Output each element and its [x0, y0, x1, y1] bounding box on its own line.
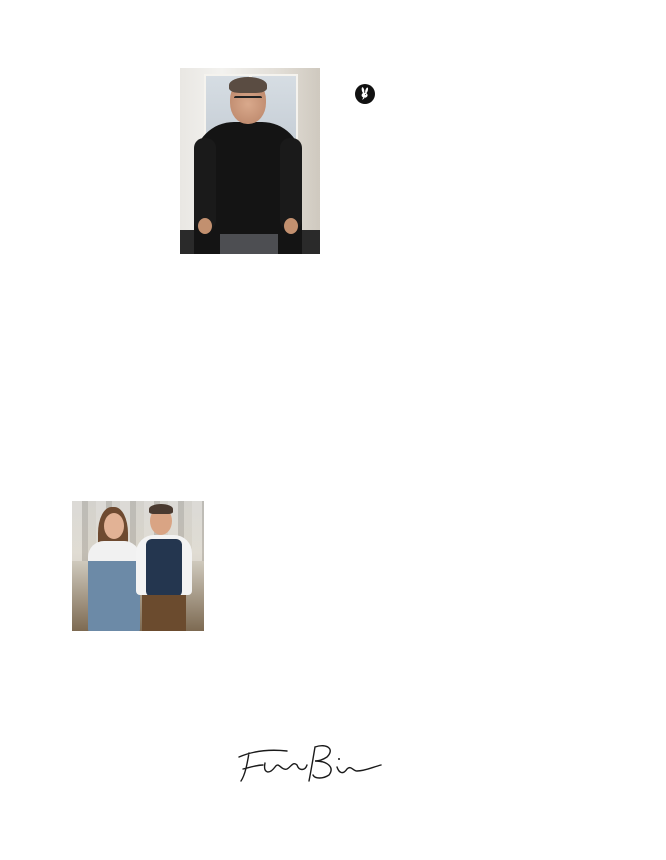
section-label: [355, 84, 383, 104]
photo-credit: [40, 68, 50, 268]
editor-portrait-photo: [180, 68, 320, 254]
oktoberfest-photo: [72, 501, 204, 631]
handwritten-signature: [235, 735, 385, 785]
playboy-bunny-icon: [355, 84, 375, 104]
